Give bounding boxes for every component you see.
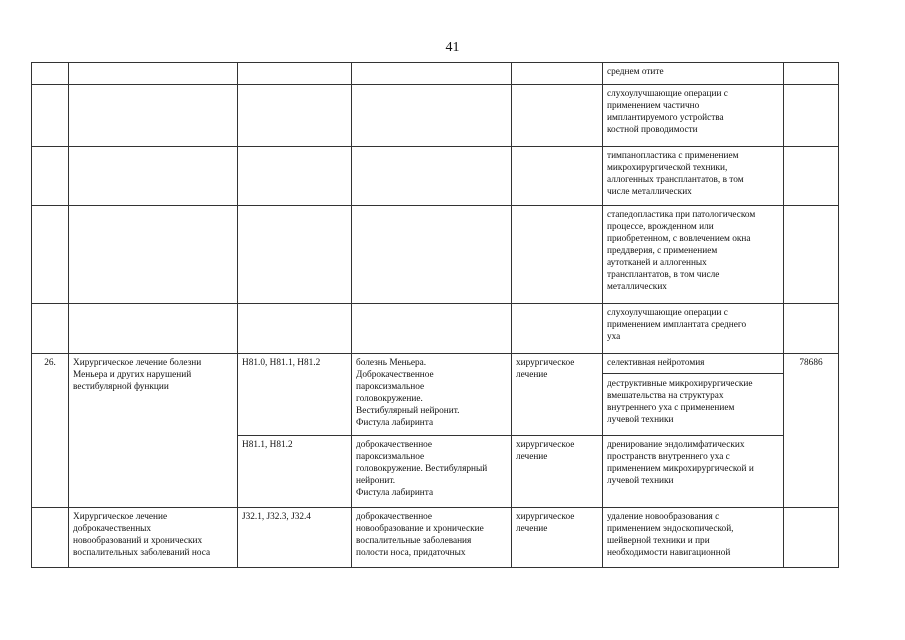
patient-model-cell: доброкачественное пароксизмальное головокружение. Вестибулярный нейронит. Фистула лабиринта [352, 436, 512, 508]
table-row [32, 304, 839, 354]
table-row [32, 147, 839, 206]
patient-model-cell: болезнь Меньера. Доброкачественное пароксизмальное головокружение. Вестибулярный нейронит. Фистула лабиринта [352, 354, 512, 436]
treatment-type-cell: хирургическое лечение [512, 354, 603, 436]
treatment-type-cell: хирургическое лечение [512, 508, 603, 568]
method-cell: тимпанопластика с применением микрохирургической техники, аллогенных трансплантатов, в том числе металлических [603, 147, 784, 206]
icd-codes-cell: H81.1, H81.2 [238, 436, 352, 508]
method-text: деструктивные микрохирургические вмешательства на структурах внутреннего уха с применением лучевой техники [603, 373, 783, 426]
method-cell: слухоулучшающие операции с применением имплантата среднего уха [603, 304, 784, 354]
care-type-cell: Хирургическое лечение доброкачественных новообразований и хронических воспалительных заболеваний носа [69, 508, 238, 568]
icd-codes-cell: J32.1, J32.3, J32.4 [238, 508, 352, 568]
table-row [32, 508, 839, 568]
method-cell: удаление новообразования с применением эндоскопической, шейверной техники и при необходимости навигационной [603, 508, 784, 568]
method-cell: среднем отите [603, 63, 784, 85]
method-cell: стапедопластика при патологическом процессе, врожденном или приобретенном, с вовлечением окна преддверия, с применением аутотканей и аллогенных трансплантатов, в том числе металлических [603, 206, 784, 304]
care-type-cell: Хирургическое лечение болезни Меньера и других нарушений вестибулярной функции [69, 354, 238, 508]
patient-model-cell: доброкачественное новообразование и хронические воспалительные заболевания полости носа, придаточных [352, 508, 512, 568]
treatment-type-cell: хирургическое лечение [512, 436, 603, 508]
icd-codes-cell: H81.0, H81.1, H81.2 [238, 354, 352, 436]
table-row [32, 354, 839, 436]
row-number: 26. [32, 354, 69, 508]
method-cell: слухоулучшающие операции с применением частично имплантируемого устройства костной проводимости [603, 85, 784, 147]
table-row [32, 63, 839, 85]
page-number: 41 [445, 40, 460, 55]
table-row [32, 206, 839, 304]
cost-cell: 78686 [784, 354, 839, 508]
medical-care-table [31, 62, 839, 568]
method-text: селективная нейротомия [607, 358, 705, 368]
table-row [32, 85, 839, 147]
method-cell [603, 354, 784, 436]
method-cell: дренирование эндолимфатических пространств внутреннего уха с применением микрохирургической и лучевой техники [603, 436, 784, 508]
